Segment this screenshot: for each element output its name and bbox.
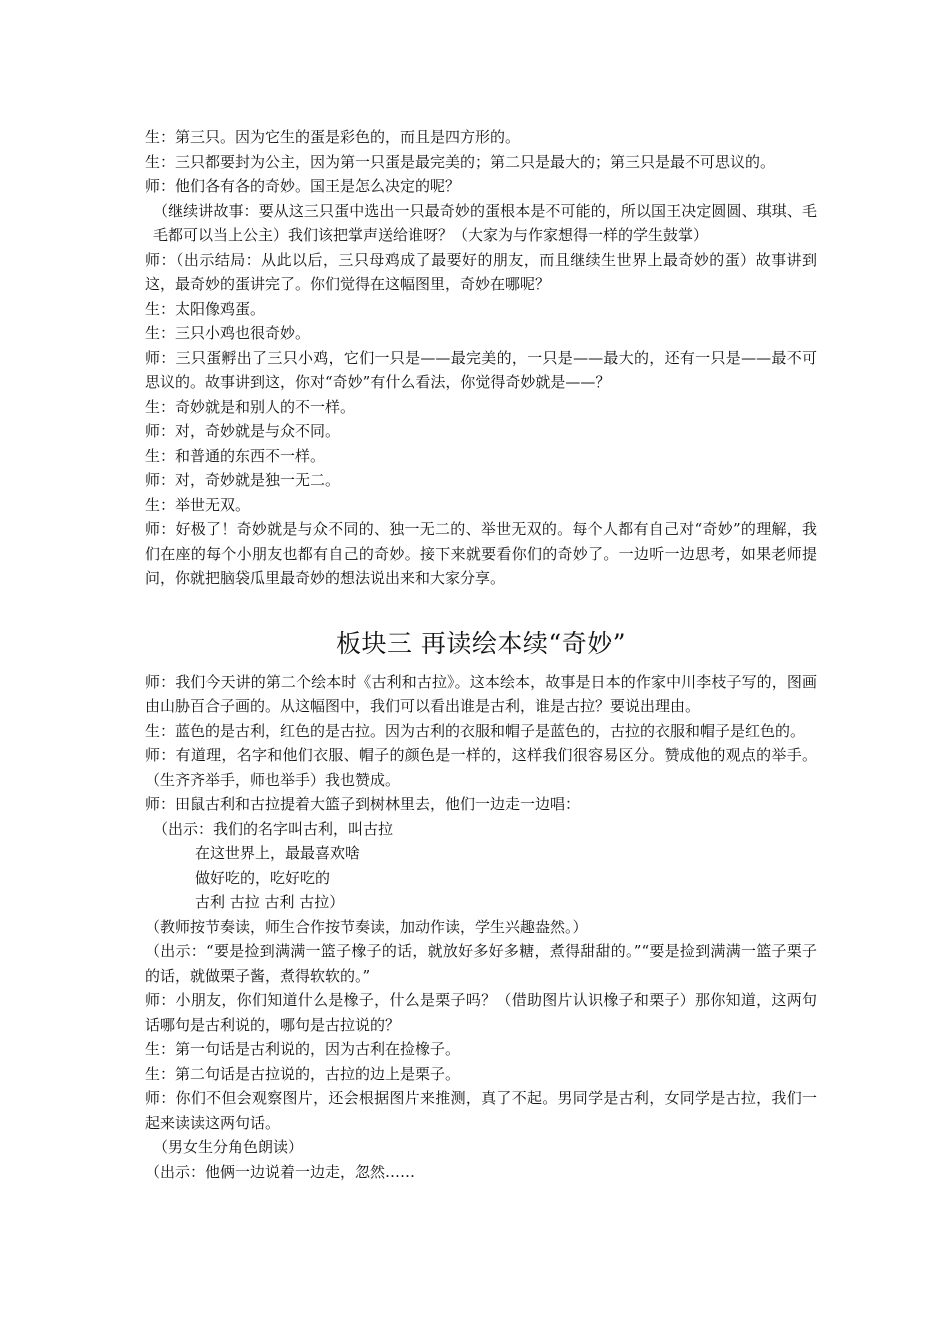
dialogue-paragraph: 师：三只蛋孵出了三只小鸡，它们一只是——最完美的，一只是——最大的，还有一只是——最不可思议的。故事讲到这，你对“奇妙”有什么看法，你觉得奇妙就是——？ — [145, 348, 817, 391]
narration-line: （出示：他俩一边说着一边走，忽然…… — [145, 1162, 416, 1181]
document-page — [145, 125, 817, 1184]
dialogue-line: 生：第三只。因为它生的蛋是彩色的，而且是四方形的。 — [145, 128, 521, 146]
narration-line: （教师按节奏读，师生合作按节奏读，加动作读，学生兴趣盎然。） — [145, 917, 588, 936]
dialogue-paragraph: 生：蓝色的是古利，红色的是古拉。因为古利的衣服和帽子是蓝色的，古拉的衣服和帽子是红色的。 — [145, 721, 806, 740]
song-line: 做好吃的，吃好吃的 — [195, 868, 331, 887]
dialogue-line: 生：和普通的东西不一样。 — [145, 446, 326, 465]
dialogue-paragraph: 师：小朋友，你们知道什么是橡子，什么是栗子吗？（借助图片认识橡子和栗子）那你知道，这两句话哪句是古利说的，哪句是古拉说的？ — [145, 991, 817, 1034]
dialogue-paragraph: 师：我们今天讲的第二个绘本时《古利和古拉》。这本绘本，故事是日本的作家中川李枝子写的，图画由山胁百合子画的。从这幅图中，我们可以看出谁是古利，谁是古拉？要说出理由。 — [145, 672, 817, 715]
dialogue-line: 生：太阳像鸡蛋。 — [145, 299, 266, 318]
dialogue-line: 生：举世无双。 — [145, 495, 251, 514]
narration-line: （男女生分角色朗读） — [153, 1138, 304, 1156]
dialogue-line: 师：对，奇妙就是与众不同。 — [145, 422, 341, 440]
song-line: 古利 古拉 古利 古拉） — [195, 893, 345, 911]
song-line: 在这世界上，最最喜欢啥 — [195, 844, 361, 862]
dialogue-line: 师：田鼠古利和古拉提着大篮子到树林里去，他们一边走一边唱： — [145, 795, 581, 813]
dialogue-line: 生：三只小鸡也很奇妙。 — [145, 324, 311, 342]
song-line: （出示：我们的名字叫古利，叫古拉 — [153, 819, 394, 838]
dialogue-line: 生：第二句话是古拉说的，古拉的边上是栗子。 — [145, 1064, 461, 1083]
dialogue-line: 师：他们各有各的奇妙。国王是怎么决定的呢？ — [145, 177, 461, 195]
dialogue-line: 生：奇妙就是和别人的不一样。 — [145, 397, 356, 416]
dialogue-paragraph: 师：有道理，名字和他们衣服、帽子的颜色是一样的，这样我们很容易区分。赞成他的观点的举手。（生齐齐举手，师也举手）我也赞成。 — [145, 746, 817, 789]
dialogue-paragraph: 师：（出示结局：从此以后，三只母鸡成了最要好的朋友，而且继续生世界上最奇妙的蛋）故事讲到这，最奇妙的蛋讲完了。你们觉得在这幅图里，奇妙在哪呢？ — [145, 250, 817, 293]
narration-paragraph: （继续讲故事：要从这三只蛋中选出一只最奇妙的蛋根本是不可能的，所以国王决定圆圆、琪琪、毛毛都可以当上公主）我们该把掌声送给谁呀？（大家为与作家想得一样的学生鼓掌） — [153, 201, 817, 244]
dialogue-line: 生：第一句话是古利说的，因为古利在捡橡子。 — [145, 1040, 461, 1058]
narration-paragraph: （出示：“要是捡到满满一篮子橡子的话，就放好多好多糖，煮得甜甜的。”“要是捡到满满一篮子栗子的话，就做栗子酱，煮得软软的。” — [145, 942, 817, 985]
dialogue-paragraph: 师：你们不但会观察图片，还会根据图片来推测，真了不起。男同学是古利，女同学是古拉，我们一起来读读这两句话。 — [145, 1089, 817, 1132]
dialogue-line: 师：对，奇妙就是独一无二。 — [145, 471, 341, 489]
dialogue-paragraph: 师：好极了！奇妙就是与众不同的、独一无二的、举世无双的。每个人都有自己对“奇妙”的理解，我们在座的每个小朋友也都有自己的奇妙。接下来就要看你们的奇妙了。一边听一边思考，如果老师提问，你就把脑袋瓜里最奇妙的想法说出来和大家分享。 — [145, 520, 817, 587]
dialogue-line: 生：三只都要封为公主，因为第一只蛋是最完美的；第二只是最大的；第三只是最不可思议的。 — [145, 152, 776, 171]
section-title: 板块三 再读绘本续“奇妙” — [335, 628, 626, 658]
